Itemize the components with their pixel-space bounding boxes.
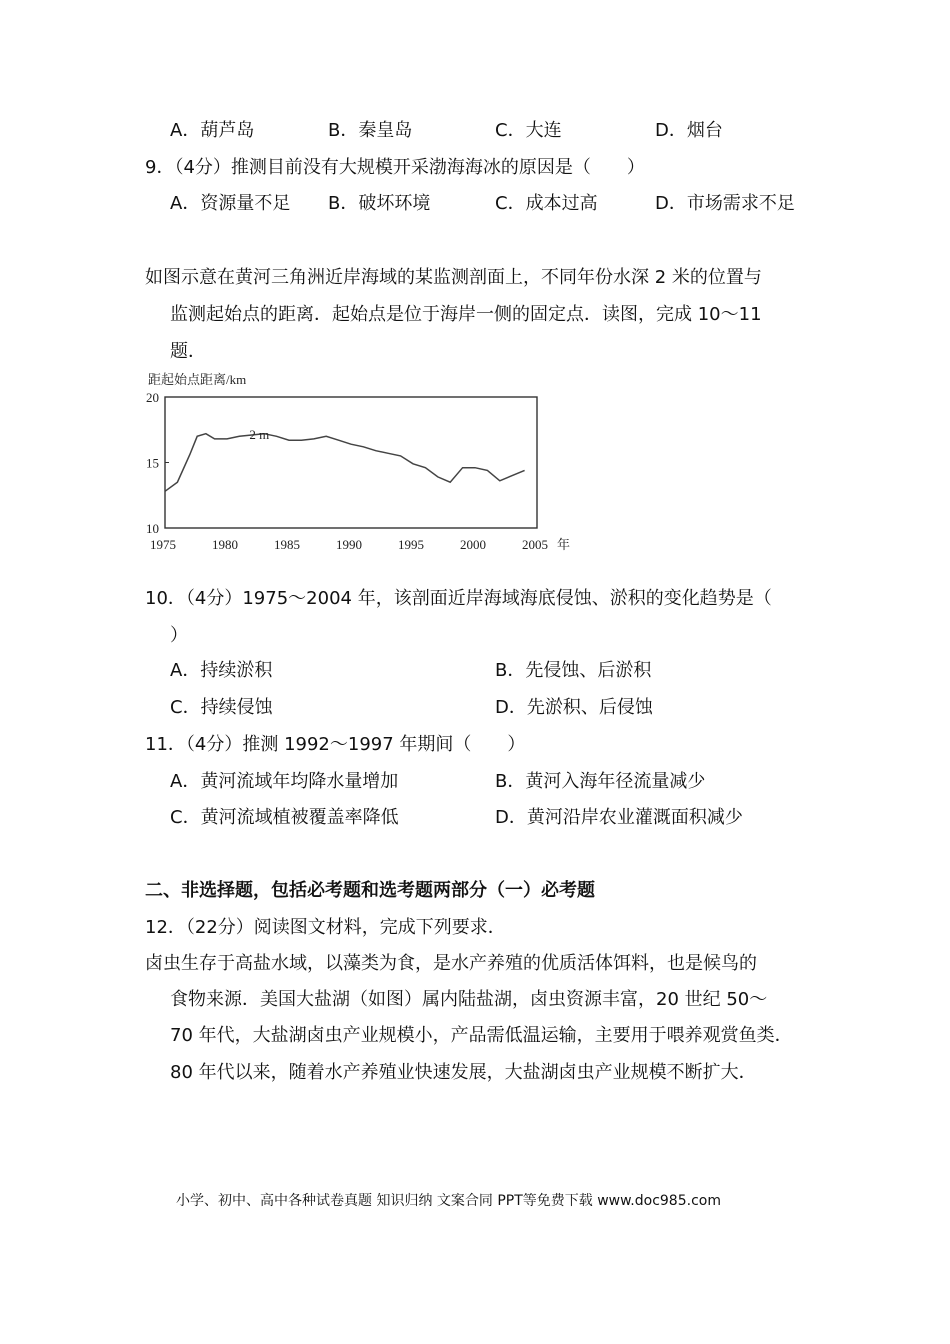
- q11-option-c: C．黄河流域植被覆盖率降低: [170, 807, 399, 828]
- series-line-2m: [165, 434, 525, 492]
- q8-option-a: A．葫芦岛: [170, 120, 255, 141]
- q9-option-d: D．市场需求不足: [655, 193, 795, 214]
- q9-option-c: C．成本过高: [495, 193, 598, 214]
- distance-line-chart: [140, 368, 580, 560]
- q11-option-b: B．黄河入海年径流量减少: [495, 771, 706, 792]
- x-tick-label: 1995: [398, 537, 424, 552]
- q11-option-d: D．黄河沿岸农业灌溉面积减少: [495, 807, 743, 828]
- q10-option-c: C．持续侵蚀: [170, 697, 273, 718]
- section-2-title: 二、非选择题，包括必考题和选考题两部分（一）必考题: [145, 880, 595, 901]
- q8-option-c: C．大连: [495, 120, 562, 141]
- x-tick-label: 1990: [336, 537, 362, 552]
- y-tick-label: 20: [146, 390, 159, 405]
- q11-option-a: A．黄河流域年均降水量增加: [170, 771, 399, 792]
- x-tick-label: 1985: [274, 537, 300, 552]
- y-tick-label: 10: [146, 521, 159, 536]
- q9-stem: 9．（4分）推测目前没有大规模开采渤海海冰的原因是（ ）: [145, 157, 645, 178]
- intro-line-1: 如图示意在黄河三角洲近岸海域的某监测剖面上，不同年份水深 2 米的位置与: [145, 267, 762, 288]
- q12-paragraph-line-1: 卤虫生存于高盐水域，以藻类为食，是水产养殖的优质活体饵料，也是候鸟的: [145, 953, 757, 974]
- q12-paragraph-line-3: 70 年代，大盐湖卤虫产业规模小，产品需低温运输，主要用于喂养观赏鱼类．: [170, 1025, 793, 1046]
- q10-stem-line-1: 10．（4分）1975～2004 年，该剖面近岸海域海底侵蚀、淤积的变化趋势是（: [145, 588, 772, 609]
- q12-paragraph-line-2: 食物来源．美国大盐湖（如图）属内陆盐湖，卤虫资源丰富，20 世纪 50～: [170, 989, 768, 1010]
- x-tick-label: 1975: [150, 537, 176, 552]
- q10-option-a: A．持续淤积: [170, 660, 273, 681]
- plot-frame: [165, 397, 537, 528]
- q10-stem-line-2: ）: [170, 625, 188, 646]
- q10-option-d: D．先淤积、后侵蚀: [495, 697, 653, 718]
- q12-stem: 12．（22分）阅读图文材料，完成下列要求．: [145, 917, 506, 938]
- q10-option-b: B．先侵蚀、后淤积: [495, 660, 652, 681]
- intro-line-2: 监测起始点的距离．起始点是位于海岸一侧的固定点．读图，完成 10～11: [170, 304, 762, 325]
- q8-option-d: D．烟台: [655, 120, 723, 141]
- x-tick-label: 2000: [460, 537, 486, 552]
- y-tick-label: 15: [146, 455, 159, 471]
- chart-ylabel: 距起始点距离/km: [148, 372, 247, 387]
- x-tick-label: 1980: [212, 537, 238, 552]
- footer-text: 小学、初中、高中各种试卷真题 知识归纳 文案合同 PPT等免费下载 www.doc985.com: [176, 1193, 721, 1209]
- q12-paragraph-line-4: 80 年代以来，随着水产养殖业快速发展，大盐湖卤虫产业规模不断扩大．: [170, 1062, 757, 1083]
- q9-option-b: B．破坏环境: [328, 193, 431, 214]
- q11-stem: 11．（4分）推测 1992～1997 年期间（ ）: [145, 734, 526, 755]
- chart-xlabel: 年: [557, 537, 571, 552]
- q8-option-b: B．秦皇岛: [328, 120, 413, 141]
- q9-option-a: A．资源量不足: [170, 193, 291, 214]
- chart-annotation-2m: 2 m: [249, 426, 270, 442]
- intro-line-3: 题．: [170, 341, 206, 362]
- x-tick-label: 2005: [522, 537, 548, 552]
